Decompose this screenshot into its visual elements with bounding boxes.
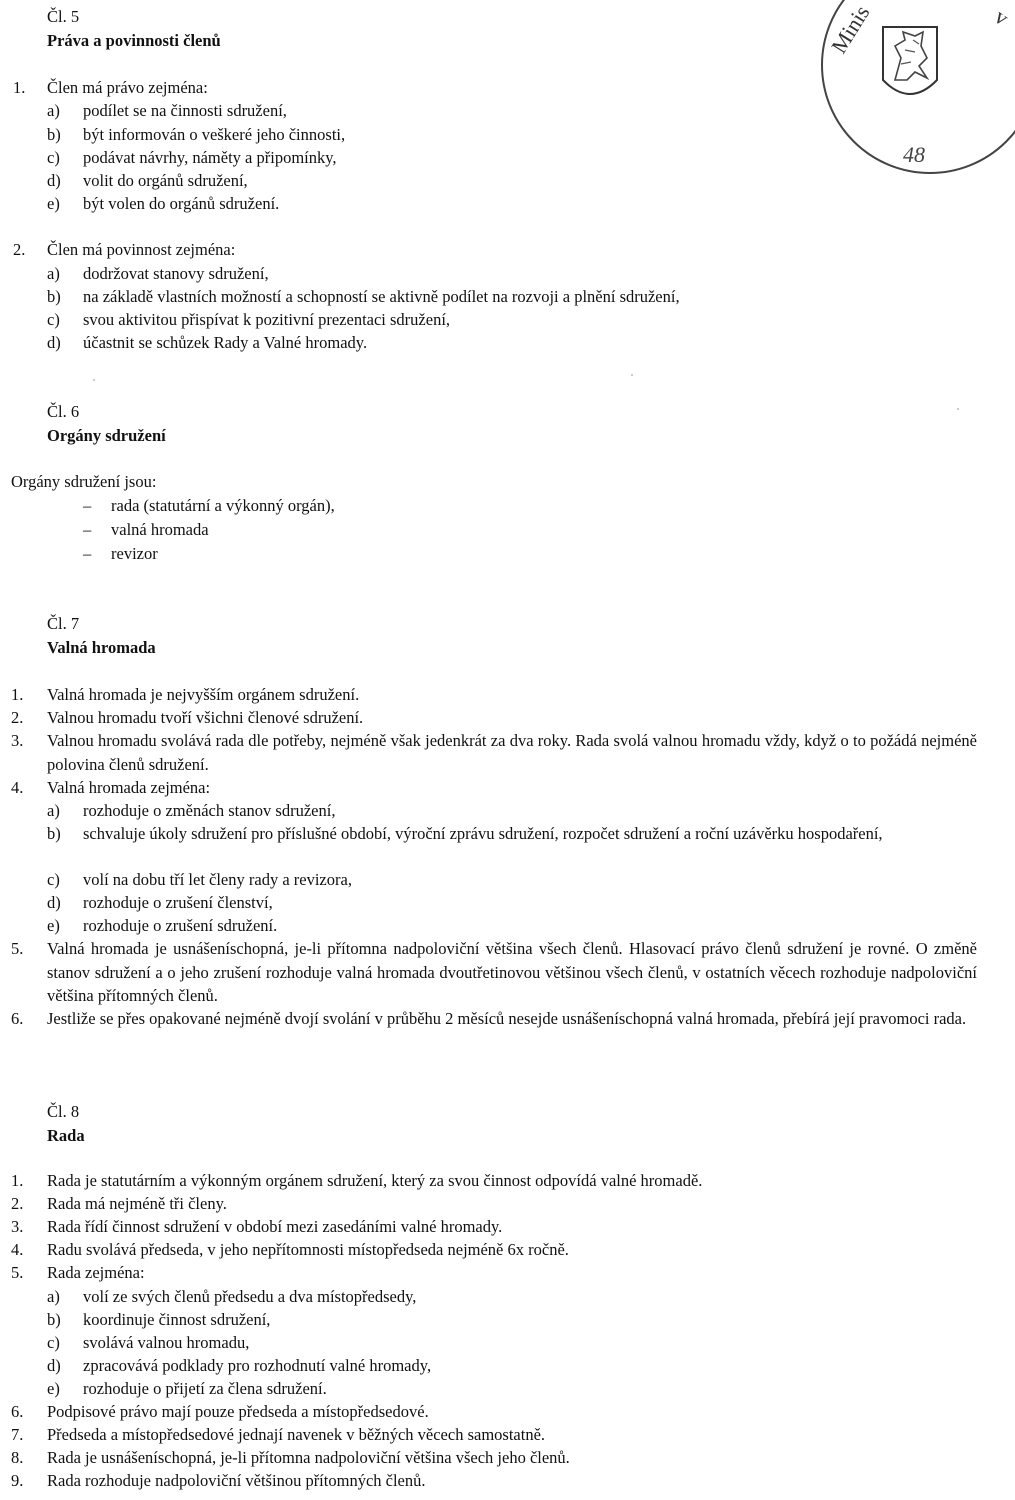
stamp-number: 48 (903, 142, 925, 167)
list-dash: – (83, 496, 92, 515)
article-title: Valná hromada (47, 638, 156, 657)
item-text: účastnit se schůzek Rady a Valné hromady. (83, 333, 368, 352)
official-stamp (815, 0, 1015, 170)
paragraph-text: Rada zejména: (47, 1263, 145, 1282)
list-item: rada (statutární a výkonný orgán), (111, 496, 335, 515)
article-title: Rada (47, 1126, 85, 1145)
paragraph-text: Valnou hromadu tvoří všichni členové sdružení. (47, 708, 364, 727)
paragraph-text: Podpisové právo mají pouze předseda a místopředsedové. (47, 1402, 429, 1421)
paragraph-number: 2. (13, 240, 26, 259)
item-letter: b) (47, 125, 61, 144)
item-text: rozhoduje o zrušení členství, (83, 893, 273, 912)
item-letter: c) (47, 1333, 60, 1352)
paragraph-text: Jestliže se přes opakované nejméně dvojí svolání v průběhu 2 měsíců nesejde usnášeníschopná valná hromada, přebírá její pravomoci rada. (47, 1009, 967, 1028)
item-letter: d) (47, 1356, 61, 1375)
item-text: rozhoduje o zrušení sdružení. (83, 916, 278, 935)
paragraph-text: Valná hromada je nejvyšším orgánem sdružení. (47, 685, 360, 704)
paragraph-number: 1. (13, 78, 26, 97)
paragraph-number: 3. (11, 1217, 24, 1236)
paragraph-text: Rada řídí činnost sdružení v období mezi zasedáními valné hromady. (47, 1217, 503, 1236)
paragraph-number: 5. (11, 1263, 24, 1282)
paragraph-text: Valná hromada je usnášeníschopná, je-li přítomna nadpoloviční většina všech členů. Hlasovací právo členů sdružení je rovné. O změně stanov sdružení a o jeho zrušení rozhoduje valná hromada dvoutřetinovou většinou všech členů, v ostatních věcech rozhoduje nadpoloviční většina přítomných členů. (47, 939, 977, 1005)
item-text: volit do orgánů sdružení, (83, 171, 248, 190)
paragraph-number: 8. (11, 1448, 24, 1467)
paragraph-text: Člen má právo zejména: (47, 78, 208, 97)
item-letter: e) (47, 916, 60, 935)
scan-dot (957, 408, 959, 410)
item-letter: b) (47, 1310, 61, 1329)
paragraph-number: 7. (11, 1425, 24, 1444)
list-dash: – (83, 544, 92, 563)
paragraph-text: Valnou hromadu svolává rada dle potřeby, nejméně však jedenkrát za dva roky. Rada svolá valnou hromadu vždy, když o to požádá nejméně polovina členů sdružení. (47, 731, 977, 774)
list-item: valná hromada (111, 520, 209, 539)
item-text: svou aktivitou přispívat k pozitivní prezentaci sdružení, (83, 310, 451, 329)
item-text: rozhoduje o změnách stanov sdružení, (83, 801, 336, 820)
article-title: Práva a povinnosti členů (47, 31, 221, 50)
paragraph-number: 5. (11, 939, 24, 958)
paragraph-number: 9. (11, 1471, 24, 1490)
item-letter: d) (47, 171, 61, 190)
paragraph-number: 6. (11, 1009, 24, 1028)
paragraph-number: 2. (11, 1194, 24, 1213)
item-text: rozhoduje o přijetí za člena sdružení. (83, 1379, 327, 1398)
item-text: volí ze svých členů předsedu a dva místopředsedy, (83, 1287, 417, 1306)
article-number: Čl. 8 (47, 1102, 80, 1121)
item-text: volí na dobu tří let členy rady a revizora, (83, 870, 352, 889)
paragraph-text: Valná hromada zejména: (47, 778, 211, 797)
item-letter: d) (47, 893, 61, 912)
scan-dot (631, 374, 633, 376)
paragraph-number: 4. (11, 778, 24, 797)
list-dash: – (83, 520, 92, 539)
paragraph-text: Rada má nejméně tři členy. (47, 1194, 227, 1213)
article-title: Orgány sdružení (47, 426, 166, 445)
item-letter: c) (47, 870, 60, 889)
item-text: podílet se na činnosti sdružení, (83, 101, 287, 120)
item-text: zpracovává podklady pro rozhodnutí valné hromady, (83, 1356, 432, 1375)
paragraph-text: Člen má povinnost zejména: (47, 240, 236, 259)
item-text: koordinuje činnost sdružení, (83, 1310, 271, 1329)
list-item: revizor (111, 544, 158, 563)
paragraph-number: 4. (11, 1240, 24, 1259)
item-letter: a) (47, 1287, 60, 1306)
item-text: dodržovat stanovy sdružení, (83, 264, 269, 283)
item-letter: b) (47, 824, 61, 843)
item-text: na základě vlastních možností a schopností se aktivně podílet na rozvoji a plnění sdružení, (83, 287, 680, 306)
stamp-text-top: Minis (826, 0, 875, 58)
paragraph-text: Rada je usnášeníschopná, je-li přítomna nadpoloviční většina všech jeho členů. (47, 1448, 570, 1467)
item-letter: e) (47, 194, 60, 213)
item-letter: a) (47, 101, 60, 120)
item-text: být informován o veškeré jeho činnosti, (83, 125, 346, 144)
paragraph-number: 1. (11, 1171, 24, 1190)
paragraph-text: Radu svolává předseda, v jeho nepřítomnosti místopředseda nejméně 6x ročně. (47, 1240, 569, 1259)
item-letter: a) (47, 801, 60, 820)
item-letter: e) (47, 1379, 60, 1398)
article-number: Čl. 6 (47, 402, 80, 421)
paragraph-text: Rada rozhoduje nadpoloviční většinou přítomných členů. (47, 1471, 426, 1490)
paragraph-number: 2. (11, 708, 24, 727)
article-number: Čl. 5 (47, 7, 80, 26)
item-letter: a) (47, 264, 60, 283)
item-text: schvaluje úkoly sdružení pro příslušné období, výroční zprávu sdružení, rozpočet sdružení a roční uzávěrku hospodaření, (83, 824, 883, 843)
scan-dot (93, 379, 95, 381)
item-letter: b) (47, 287, 61, 306)
paragraph-text: Rada je statutárním a výkonným orgánem sdružení, který za svou činnost odpovídá valné hromadě. (47, 1171, 703, 1190)
paragraph-text: Předseda a místopředsedové jednají navenek v běžných věcech samostatně. (47, 1425, 546, 1444)
item-text: podávat návrhy, náměty a připomínky, (83, 148, 337, 167)
item-letter: c) (47, 310, 60, 329)
paragraph-number: 1. (11, 685, 24, 704)
paragraph-number: 6. (11, 1402, 24, 1421)
paragraph-number: 3. (11, 731, 24, 750)
item-text: svolává valnou hromadu, (83, 1333, 250, 1352)
article-number: Čl. 7 (47, 614, 80, 633)
paragraph-text: Orgány sdružení jsou: (11, 472, 157, 491)
item-letter: c) (47, 148, 60, 167)
item-text: být volen do orgánů sdružení. (83, 194, 280, 213)
stamp-text-right: v (990, 3, 1014, 31)
item-letter: d) (47, 333, 61, 352)
coat-of-arms-icon (883, 27, 937, 94)
